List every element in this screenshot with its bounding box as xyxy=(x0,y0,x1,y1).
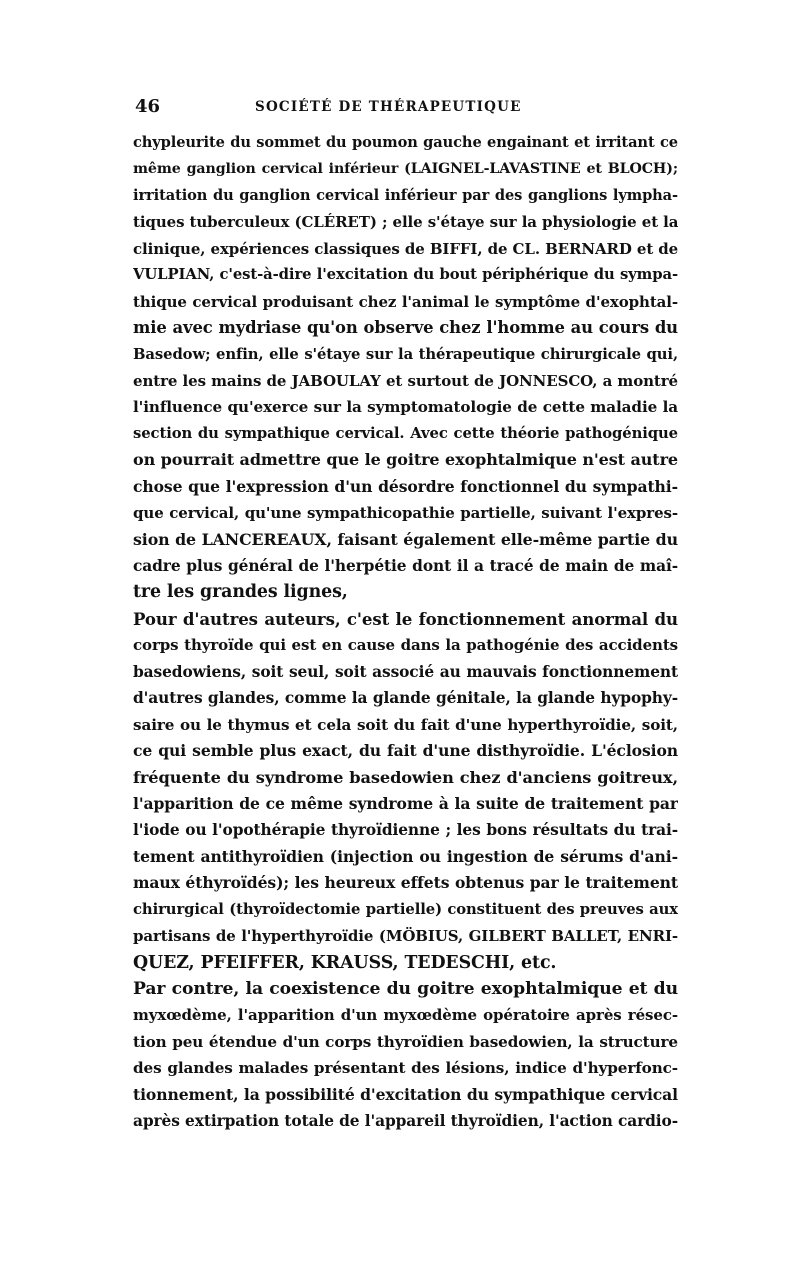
text-line: clinique, expériences classiques de BIFFI, de CL. BERNARD et de xyxy=(133,239,678,258)
text-line: maux éthyroïdés); les heureux effets obtenus par le traitement xyxy=(133,873,678,893)
text-line: des glandes malades présentant des lésions, indice d'hyperfonc- xyxy=(133,1059,678,1078)
text-line: myxœdème, l'apparition d'un myxœdème opératoire après résec- xyxy=(133,1006,678,1025)
text-line: irritation du ganglion cervical inférieur par des ganglions lympha- xyxy=(133,186,678,204)
text-line: l'influence qu'exerce sur la symptomatologie de cette maladie la xyxy=(133,398,678,417)
text-line: basedowiens, soit seul, soit associé au mauvais fonctionnement xyxy=(133,662,678,681)
text-line: l'iode ou l'opothérapie thyroïdienne ; les bons résultats du trai- xyxy=(133,821,678,840)
text-line: ce qui semble plus exact, du fait d'une disthyroïdie. L'éclosion xyxy=(133,741,678,761)
text-line: tre les grandes lignes, xyxy=(133,582,348,603)
text-line: VULPIAN, c'est-à-dire l'excitation du bout périphérique du sympa- xyxy=(133,266,678,284)
text-line: que cervical, qu'une sympathicopathie partielle, suivant l'expres- xyxy=(133,504,678,523)
text-line: entre les mains de JABOULAY et surtout de JONNESCO, a montré xyxy=(133,371,678,390)
text-line: chose que l'expression d'un désordre fonctionnel du sympathi- xyxy=(133,476,678,496)
text-line: thique cervical produisant chez l'animal le symptôme d'exophtal- xyxy=(133,292,678,311)
text-line: Basedow; enfin, elle s'étaye sur la thérapeutique chirurgicale qui, xyxy=(133,345,678,363)
page-header xyxy=(135,96,680,126)
text-line: tiques tuberculeux (CLÉRET) ; elle s'étaye sur la physiologie et la xyxy=(133,213,678,232)
text-line: tion peu étendue d'un corps thyroïdien basedowien, la structure xyxy=(133,1032,678,1051)
text-line: sion de LANCEREAUX, faisant également elle-même partie du xyxy=(133,529,678,549)
text-line: QUEZ, PFEIFFER, KRAUSS, TEDESCHI, etc. xyxy=(133,952,557,973)
body-text xyxy=(133,130,678,1135)
text-line: section du sympathique cervical. Avec cette théorie pathogénique xyxy=(133,424,678,442)
text-line: fréquente du syndrome basedowien chez d'anciens goitreux, xyxy=(133,767,678,787)
text-line: corps thyroïde qui est en cause dans la pathogénie des accidents xyxy=(133,636,678,655)
text-line: même ganglion cervical inférieur (LAIGNEL-LAVASTINE et BLOCH); xyxy=(133,161,678,178)
text-line: saire ou le thymus et cela soit du fait d'une hyperthyroïdie, soit, xyxy=(133,715,678,734)
text-line: mie avec mydriase qu'on observe chez l'homme au cours du xyxy=(133,318,678,338)
text-line: après extirpation totale de l'appareil thyroïdien, l'action cardio- xyxy=(133,1112,678,1131)
text-line: cadre plus général de l'herpétie dont il a tracé de main de maî- xyxy=(133,557,678,575)
text-line: tement antithyroïdien (injection ou ingestion de sérums d'ani- xyxy=(133,846,678,866)
text-line: chirurgical (thyroïdectomie partielle) constituent des preuves aux xyxy=(133,900,678,918)
text-line: on pourrait admettre que le goitre exophtalmique n'est autre xyxy=(133,450,678,470)
text-line: tionnement, la possibilité d'excitation du sympathique cervical xyxy=(133,1084,678,1104)
text-line: l'apparition de ce même syndrome à la suite de traitement par xyxy=(133,793,678,813)
text-line: Par contre, la coexistence du goitre exophtalmique et du xyxy=(133,979,678,999)
text-line: d'autres glandes, comme la glande génitale, la glande hypophy- xyxy=(133,689,678,708)
running-head: SOCIÉTÉ DE THÉRAPEUTIQUE xyxy=(255,99,522,115)
text-line: Pour d'autres auteurs, c'est le fonctionnement anormal du xyxy=(133,608,678,629)
page-number: 46 xyxy=(135,96,161,117)
text-line: partisans de l'hyperthyroïdie (MÖBIUS, GILBERT BALLET, ENRI- xyxy=(133,927,678,946)
text-line: chypleurite du sommet du poumon gauche engainant et irritant ce xyxy=(133,134,678,151)
